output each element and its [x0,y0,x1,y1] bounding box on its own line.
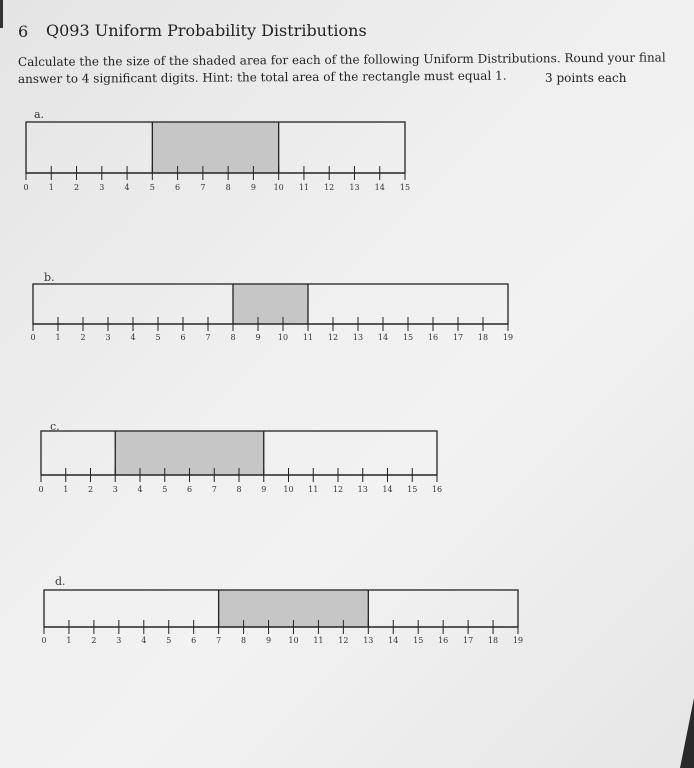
problem-label: a. [34,108,45,121]
tick-label: 10 [288,636,299,645]
tick-label: 6 [175,183,181,192]
tick-label: 7 [216,636,222,645]
tick-label: 9 [255,333,261,342]
tick-label: 9 [265,636,272,645]
tick-label: 8 [225,183,231,192]
tick-label: 13 [357,485,368,494]
question-number: 6 [18,22,29,41]
tick-label: 0 [30,333,36,342]
tick-label: 11 [298,183,310,192]
tick-label: 17 [452,333,464,342]
tick-label: 1 [66,636,72,645]
tick-label: 10 [277,333,289,342]
shaded-region [152,122,278,173]
tick-label: 14 [374,183,385,192]
tick-label: 13 [352,333,364,342]
tick-label: 4 [137,485,143,494]
tick-label: 8 [230,333,236,342]
tick-label: 14 [382,485,393,494]
page-corner-shadow [680,698,694,768]
tick-label: 14 [388,636,399,645]
shaded-region [233,284,308,324]
tick-label: 15 [402,333,414,342]
tick-label: 12 [327,333,339,342]
tick-label: 3 [105,333,111,342]
tick-label: 0 [41,636,47,645]
tick-label: 12 [338,636,349,645]
tick-label: 1 [55,333,61,342]
instructions-line-2: answer to 4 significant digits. Hint: the total area of the rectangle must equal 1. [17,68,507,86]
tick-label: 19 [512,636,524,645]
tick-label: 9 [250,183,256,192]
problem-label: d. [55,575,66,588]
tick-label: 3 [116,636,122,645]
tick-label: 2 [73,183,80,192]
tick-label: 10 [273,183,284,192]
tick-label: 4 [124,183,130,192]
points-note: 3 points each [545,71,627,85]
question-title: Q093 Uniform Probability Distributions [46,21,367,40]
tick-label: 8 [241,636,247,645]
tick-label: 15 [407,485,418,494]
tick-label: 10 [283,485,294,494]
tick-label: 17 [463,636,474,645]
tick-label: 14 [377,333,389,342]
tick-label: 11 [302,333,314,342]
tick-label: 11 [313,636,324,645]
tick-label: 7 [200,183,206,192]
tick-label: 6 [180,333,186,342]
tick-label: 16 [431,485,443,494]
tick-label: 6 [191,636,197,645]
problem-label: b. [44,271,55,284]
tick-label: 3 [112,485,118,494]
tick-label: 13 [363,636,374,645]
instructions-line-1: Calculate the the size of the shaded area for each of the following Uniform Distributions. Round your final [17,50,666,69]
tick-label: 11 [308,485,319,494]
tick-label: 4 [130,333,136,342]
tick-label: 19 [502,333,514,342]
tick-label: 12 [324,183,335,192]
tick-label: 0 [23,183,29,192]
tick-label: 15 [399,183,411,192]
tick-label: 13 [349,183,360,192]
tick-label: 0 [38,485,44,494]
tick-label: 2 [87,485,94,494]
tick-label: 7 [205,333,211,342]
tick-label: 1 [48,183,54,192]
tick-label: 15 [413,636,424,645]
tick-label: 16 [438,636,449,645]
tick-label: 12 [332,485,344,494]
tick-label: 3 [99,183,105,192]
tick-label: 5 [149,183,155,192]
tick-label: 5 [162,485,168,494]
tick-label: 7 [211,485,217,494]
tick-label: 18 [477,333,489,342]
tick-label: 18 [487,636,499,645]
tick-label: 6 [186,485,193,494]
tick-label: 8 [236,485,242,494]
tick-label: 4 [141,636,147,645]
problem-label: c. [50,420,60,433]
tick-label: 1 [63,485,69,494]
tick-label: 5 [155,333,161,342]
tick-label: 2 [80,333,86,342]
tick-label: 16 [427,333,439,342]
tick-label: 2 [91,636,97,645]
tick-label: 9 [261,485,267,494]
tick-label: 5 [166,636,172,645]
